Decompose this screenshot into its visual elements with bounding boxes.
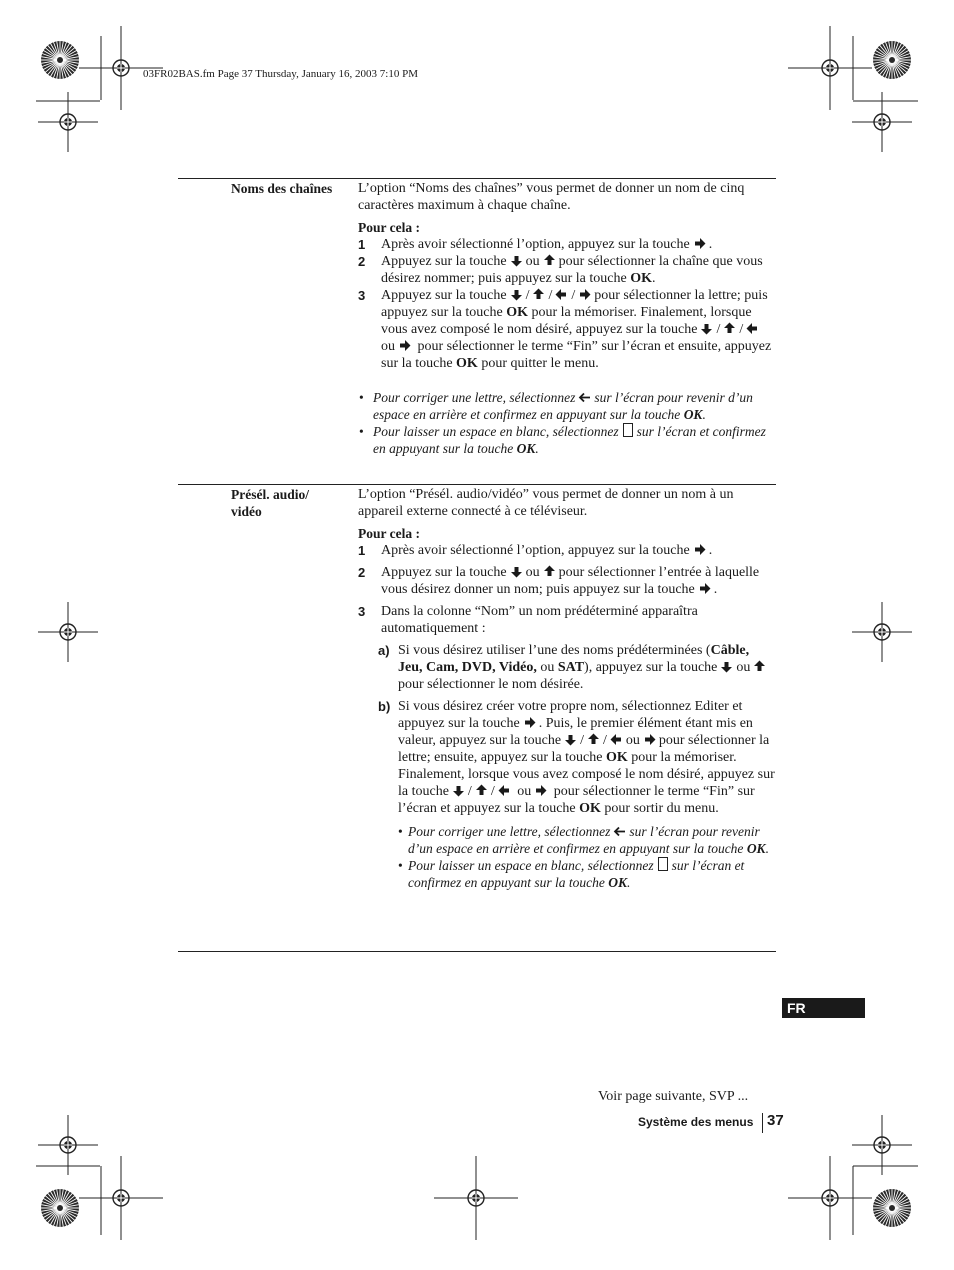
step-3 — [358, 287, 776, 372]
sub-step-label: b) — [378, 699, 391, 714]
step-text: ), appuyez sur la touche — [584, 660, 718, 675]
section-presel-audio-video — [358, 486, 776, 891]
down-arrow-icon — [720, 660, 733, 673]
separator: / — [490, 784, 495, 799]
term-presel-audio-video: Présél. audio/ vidéo — [231, 487, 309, 519]
language-tab: FR — [782, 998, 865, 1018]
right-arrow-icon — [693, 543, 706, 556]
note-text: . — [627, 875, 631, 890]
step-text: pour sélectionner la lettre; ensuite, appuyez sur la touche — [398, 733, 770, 765]
table-bottom-rule — [178, 951, 776, 952]
continue-note: Voir page suivante, SVP ... — [598, 1089, 749, 1104]
step-number: 2 — [358, 254, 366, 269]
up-arrow-icon — [587, 733, 600, 746]
left-arrow-icon — [746, 322, 759, 335]
step-text: pour sélectionner le terme “Fin” sur l’écran et appuyez sur la touche — [398, 784, 755, 816]
section-title: Système des menus — [638, 1115, 754, 1129]
procedure-heading: Pour cela : — [358, 220, 420, 235]
ok-key: OK — [630, 271, 652, 286]
ok-key: OK — [683, 407, 703, 422]
file-info-header: 03FR02BAS.fm Page 37 Thursday, January 16, 2003 7:10 PM — [143, 68, 418, 80]
step-text: ou — [525, 254, 540, 269]
step-text: . — [708, 237, 713, 252]
step-text: Appuyez sur la touche — [381, 288, 507, 303]
step-text: ou — [540, 660, 555, 675]
note-text: sur l’écran et confirmez en appuyant sur la touche — [408, 858, 745, 890]
separator: / — [716, 322, 721, 337]
down-arrow-icon — [564, 733, 577, 746]
step-number: 2 — [358, 565, 366, 580]
down-arrow-icon — [452, 784, 465, 797]
step-text: Appuyez sur la touche — [381, 565, 507, 580]
note-text: Pour laisser un espace en blanc, sélectionnez — [408, 858, 654, 873]
note-blank-space — [358, 857, 776, 891]
bullet: • — [359, 390, 364, 405]
separator: / — [602, 733, 607, 748]
ok-key: OK — [746, 841, 766, 856]
sub-step-label: a) — [378, 643, 390, 658]
preset-name-sat: SAT — [557, 660, 585, 675]
step-text: Après avoir sélectionné l’option, appuyez sur la touche — [381, 543, 690, 558]
left-arrow-icon — [555, 288, 568, 301]
note-text: . — [702, 407, 706, 422]
step-text: ou — [736, 660, 751, 675]
note-text: Pour corriger une lettre, sélectionnez — [408, 824, 611, 839]
section-noms-des-chaines — [358, 180, 776, 457]
blank-space-icon — [623, 423, 633, 437]
step-text: . Puis, le premier élément étant mis en valeur, appuyez sur la touche — [398, 716, 753, 748]
step-text: pour sélectionner l’entrée à laquelle vous désirez donner un nom; puis appuyez sur la touche — [381, 565, 760, 597]
ok-key: OK — [506, 305, 528, 320]
step-1 — [358, 236, 776, 253]
separator: / — [580, 733, 584, 748]
note-text: Pour corriger une lettre, sélectionnez — [373, 390, 576, 405]
up-arrow-icon — [543, 565, 556, 578]
bullet: • — [359, 424, 364, 439]
down-arrow-icon — [510, 565, 523, 578]
step-text: ou — [517, 784, 532, 799]
down-arrow-icon — [510, 254, 523, 267]
note-text: . — [535, 441, 539, 456]
sub-step-a — [358, 642, 776, 693]
step-text: pour quitter le menu. — [481, 356, 599, 371]
step-text: Après avoir sélectionné l’option, appuyez sur la touche — [381, 237, 690, 252]
separator: / — [525, 288, 530, 303]
step-text: Dans la colonne “Nom” un nom prédéterminé apparaîtra automatiquement : — [381, 604, 698, 636]
step-text: ou — [525, 565, 540, 580]
left-arrow-icon — [498, 784, 511, 797]
up-arrow-icon — [543, 254, 556, 267]
bullet: • — [398, 824, 403, 839]
step-text: pour sélectionner le terme “Fin” sur l’écran et ensuite, appuyez sur la touche — [381, 339, 772, 371]
separator: / — [467, 784, 472, 799]
note-text: sur l’écran pour revenir d’un espace en arrière et confirmez en appuyant sur la touche — [373, 390, 753, 422]
note-text: Pour laisser un espace en blanc, sélectionnez — [373, 424, 619, 439]
ok-key: OK — [605, 750, 628, 765]
step-text: pour sortir du menu. — [604, 801, 719, 816]
up-arrow-icon — [723, 322, 736, 335]
term-noms-des-chaines: Noms des chaînes — [231, 181, 333, 196]
step-text: ou — [381, 339, 395, 354]
note-blank-space — [358, 423, 776, 457]
right-arrow-icon — [698, 582, 711, 595]
ok-key: OK — [456, 356, 478, 371]
note-text: sur l’écran et confirmez en appuyant sur la touche — [373, 424, 766, 456]
down-arrow-icon — [700, 322, 713, 335]
left-arrow-icon — [610, 733, 623, 746]
intro-text: L’option “Présél. audio/vidéo” vous permet de donner un nom à un appareil externe connecté à ce téléviseur. — [358, 487, 734, 519]
up-arrow-icon — [532, 288, 545, 301]
table-middle-rule — [178, 484, 776, 485]
right-arrow-icon — [398, 339, 411, 352]
right-arrow-icon — [643, 733, 656, 746]
right-arrow-icon — [534, 784, 547, 797]
step-2 — [358, 253, 776, 287]
right-arrow-icon — [693, 237, 706, 250]
step-1 — [358, 542, 776, 559]
procedure-heading: Pour cela : — [358, 526, 420, 541]
step-text: Si vous désirez utiliser l’une des noms prédéterminées ( — [398, 643, 711, 658]
separator: / — [571, 288, 576, 303]
step-text: pour la mémoriser. Finalement, lorsque vous avez composé le nom désiré, appuyez sur la touche — [381, 305, 752, 337]
step-text: Si vous désirez créer votre propre nom, sélectionnez Editer et appuyez sur la touche — [398, 699, 743, 731]
footer-divider — [762, 1113, 763, 1133]
step-text: pour la mémoriser. Finalement, lorsque vous avez composé le nom désiré, appuyez sur la touche — [398, 750, 775, 799]
right-arrow-icon — [523, 716, 536, 729]
step-text: . — [651, 271, 656, 286]
step-text: . — [713, 582, 718, 597]
blank-space-icon — [658, 857, 668, 871]
step-text: pour sélectionner la chaîne que vous désirez nommer; puis appuyez sur la touche — [381, 254, 763, 286]
step-2 — [358, 564, 776, 598]
up-arrow-icon — [753, 660, 766, 673]
step-text: pour sélectionner le nom désirée. — [398, 677, 584, 692]
step-text: pour sélectionner la lettre; puis appuyez sur la touche — [381, 288, 768, 320]
step-number: 1 — [358, 543, 366, 558]
step-3 — [358, 603, 776, 637]
preset-names: Câble, Jeu, Cam, DVD, Vidéo, — [398, 643, 750, 675]
separator: / — [739, 322, 744, 337]
page-number: 37 — [767, 1112, 784, 1129]
bullet: • — [398, 858, 403, 873]
note-text: sur l’écran pour revenir d’un espace en arrière et confirmez en appuyant sur la touche — [408, 824, 760, 856]
note-correct-letter — [358, 389, 776, 423]
up-arrow-icon — [475, 784, 488, 797]
down-arrow-icon — [510, 288, 523, 301]
step-text: ou — [625, 733, 640, 748]
note-text: . — [765, 841, 769, 856]
ok-key: OK — [579, 801, 601, 816]
sub-step-b — [358, 698, 776, 817]
ok-key: OK — [608, 875, 627, 890]
right-arrow-icon — [578, 288, 591, 301]
step-number: 1 — [358, 237, 366, 252]
step-number: 3 — [358, 604, 366, 619]
intro-text: L’option “Noms des chaînes” vous permet de donner un nom de cinq caractères maximum à chaque chaîne. — [358, 181, 745, 213]
separator: / — [548, 288, 553, 303]
note-correct-letter — [358, 823, 776, 857]
step-number: 3 — [358, 288, 366, 303]
step-text: Appuyez sur la touche — [381, 254, 507, 269]
ok-key: OK — [516, 441, 536, 456]
step-text: . — [708, 543, 713, 558]
table-top-rule — [178, 178, 776, 179]
back-arrow-icon — [578, 391, 591, 404]
back-arrow-icon — [613, 825, 626, 838]
